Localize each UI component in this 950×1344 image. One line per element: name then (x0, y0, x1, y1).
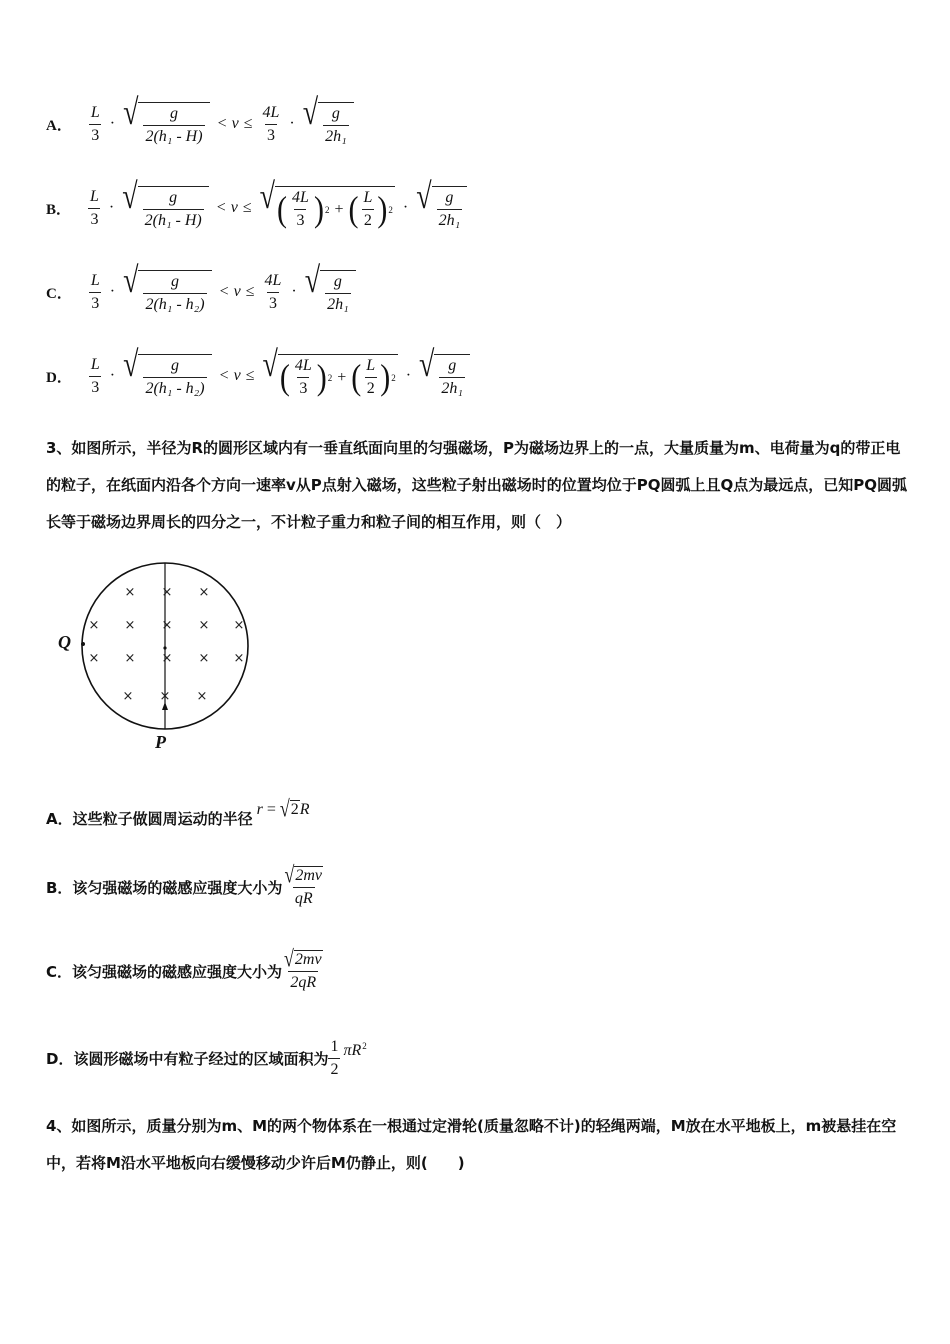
svg-text:×: × (161, 618, 173, 633)
svg-text:×: × (233, 651, 245, 666)
svg-text:×: × (159, 689, 171, 704)
svg-text:×: × (233, 618, 245, 633)
question-4-text: 4、如图所示，质量分别为m、M的两个物体系在一根通过定滑轮(质量忽略不计)的轻绳两端，M放在水平地板上，m被悬挂在空中，若将M沿水平地板向右缓慢移动少许后M仍静止，则( ) (46, 1117, 897, 1172)
formula-area: $\frac{1}{2}$ πR 2 (330, 1038, 367, 1078)
svg-text:×: × (161, 651, 173, 666)
q3-option-a[interactable]: A．这些粒子做圆周运动的半径 r = √ 2 R (46, 795, 310, 828)
svg-text:×: × (124, 651, 136, 666)
formula-b-field: √ 2mv qR (284, 861, 322, 907)
q3-option-c[interactable]: C．该匀强磁场的磁感应强度大小为 √ 2mv 2qR (46, 950, 328, 992)
option-label: A． (46, 117, 72, 134)
svg-text:×: × (198, 618, 210, 633)
q3-option-d[interactable]: D．该圆形磁场中有粒子经过的区域面积为 $\frac{1}{2}$ πR 2 (46, 1038, 367, 1078)
question-3-text: 3、如图所示，半径为R的圆形区域内有一垂直纸面向里的匀强磁场，P为磁场边界上的一点，大量质量为m、电荷量为q的带正电的粒子，在纸面内沿各个方向一速率v从P点射入磁场，这些粒子射出磁场时的位置均位于PQ圆弧上且Q点为最远点，已知PQ圆弧长等于磁场边界周长的四分之一，不计粒子重力和粒子间的相互作用，则（ ） (46, 439, 908, 531)
svg-text:×: × (124, 585, 136, 600)
svg-text:×: × (122, 689, 134, 704)
option-label: B． (46, 201, 72, 218)
label-q: Q (58, 632, 71, 652)
svg-text:×: × (198, 585, 210, 600)
formula-a: $\frac{L}{3}$ · √ $\frac{g}{\text{2(h₁ - H)}}$ < v ≤ $\frac{4L}{3}$ · √ $\frac{g}{\text{2h₁}}$ (86, 102, 357, 146)
option-a[interactable] (46, 92, 357, 146)
option-b[interactable] (46, 176, 470, 230)
q3-option-b[interactable]: B．该匀强磁场的磁感应强度大小为 √ 2mv qR (46, 866, 328, 908)
svg-text:×: × (88, 651, 100, 666)
option-label: D． (46, 369, 72, 386)
magnetic-field-figure (50, 562, 260, 761)
formula-d: $\frac{L}{3}$ · √ $\frac{g}{\text{2(h₁ - h₂)}}$ < v ≤ √ ( $\frac{4L}{3}$ ) 2 + ( $\frac{L}{2}$ ) 2 · √ $\frac{g}{\text{2h₁}}$ (86, 354, 473, 398)
svg-text:×: × (196, 689, 208, 704)
formula-c-field: √ 2mv 2qR (284, 945, 322, 991)
svg-text:×: × (198, 651, 210, 666)
formula-b: $\frac{L}{3}$ · √ $\frac{g}{\text{2(h₁ - H)}}$ < v ≤ √ ( $\frac{4L}{3}$ ) 2 + ( $\frac{L}{2}$ ) 2 · √ $\frac{g}{\text{2h₁}}$ (85, 186, 470, 230)
option-label: C． (46, 285, 72, 302)
svg-text:×: × (124, 618, 136, 633)
svg-text:×: × (88, 618, 100, 633)
option-c[interactable] (46, 260, 359, 314)
formula-c: $\frac{L}{3}$ · √ $\frac{g}{\text{2(h₁ - h₂)}}$ < v ≤ $\frac{4L}{3}$ · √ $\frac{g}{\text{2h₁}}$ (86, 270, 359, 314)
label-p: P (155, 732, 166, 752)
formula-radius: r = √ 2 R (256, 795, 310, 822)
option-d[interactable] (46, 344, 473, 398)
svg-text:×: × (161, 585, 173, 600)
